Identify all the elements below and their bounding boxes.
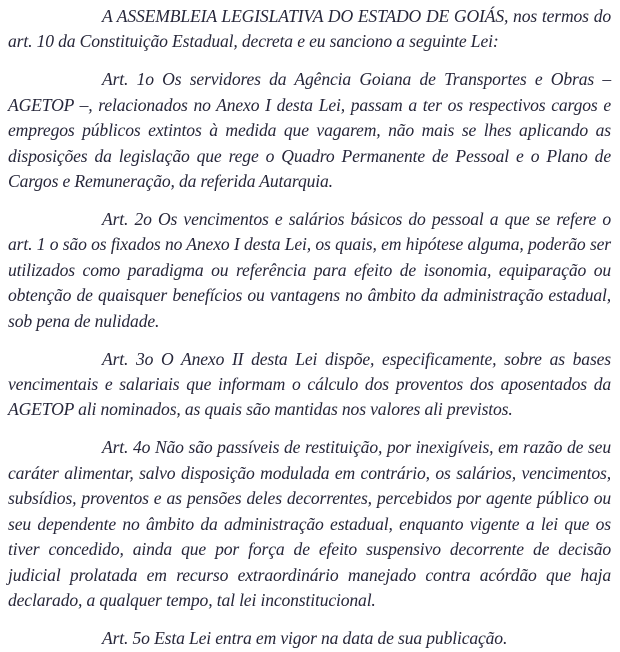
paragraph-art-4: Art. 4o Não são passíveis de restituição, por inexigíveis, em razão de seu caráter alimentar, salvo disposição modulada em contrário, os salários, vencimentos, subsídios, proventos e as pensões deles decorrentes, percebidos por agente público ou seu dependente no âmbito da administração estadual, enquanto vigente a lei que os tiver concedido, ainda que por força de efeito suspensivo decorrente de decisão judicial prolatada em recurso extraordinário manejado contra acórdão que haja declarado, a qualquer tempo, tal lei inconstitucional.	[8, 437, 611, 610]
paragraph-art-5: Art. 5o Esta Lei entra em vigor na data de sua publicação.	[102, 627, 508, 648]
paragraph-art-2: Art. 2o Os vencimentos e salários básicos do pessoal a que se refere o art. 1 o são os fixados no Anexo I desta Lei, os quais, em hipótese alguma, poderão ser utilizados como paradigma ou referência para efeito de isonomia, equiparação ou obtenção de quaisquer benefícios ou vantagens no âmbito da administração estadual, sob pena de nulidade.	[8, 209, 611, 331]
paragraph-preamble: A ASSEMBLEIA LEGISLATIVA DO ESTADO DE GOIÁS, nos termos do art. 10 da Constituição Estadual, decreta e eu sanciono a seguinte Lei:	[8, 6, 611, 52]
paragraph-art-3: Art. 3o O Anexo II desta Lei dispõe, especificamente, sobre as bases vencimentais e salariais que informam o cálculo dos proventos dos aposentados da AGETOP ali nominados, as quais são mantidas nos valores ali previstos.	[8, 348, 611, 420]
paragraph-art-1: Art. 1o Os servidores da Agência Goiana de Transportes e Obras – AGETOP –, relacionados no Anexo I desta Lei, passam a ter os respectivos cargos e empregos públicos extintos à medida que vagarem, não mais se lhes aplicando as disposições da legislação que rege o Quadro Permanente de Pessoal e o Plano de Cargos e Remuneração, da referida Autarquia.	[8, 69, 611, 192]
